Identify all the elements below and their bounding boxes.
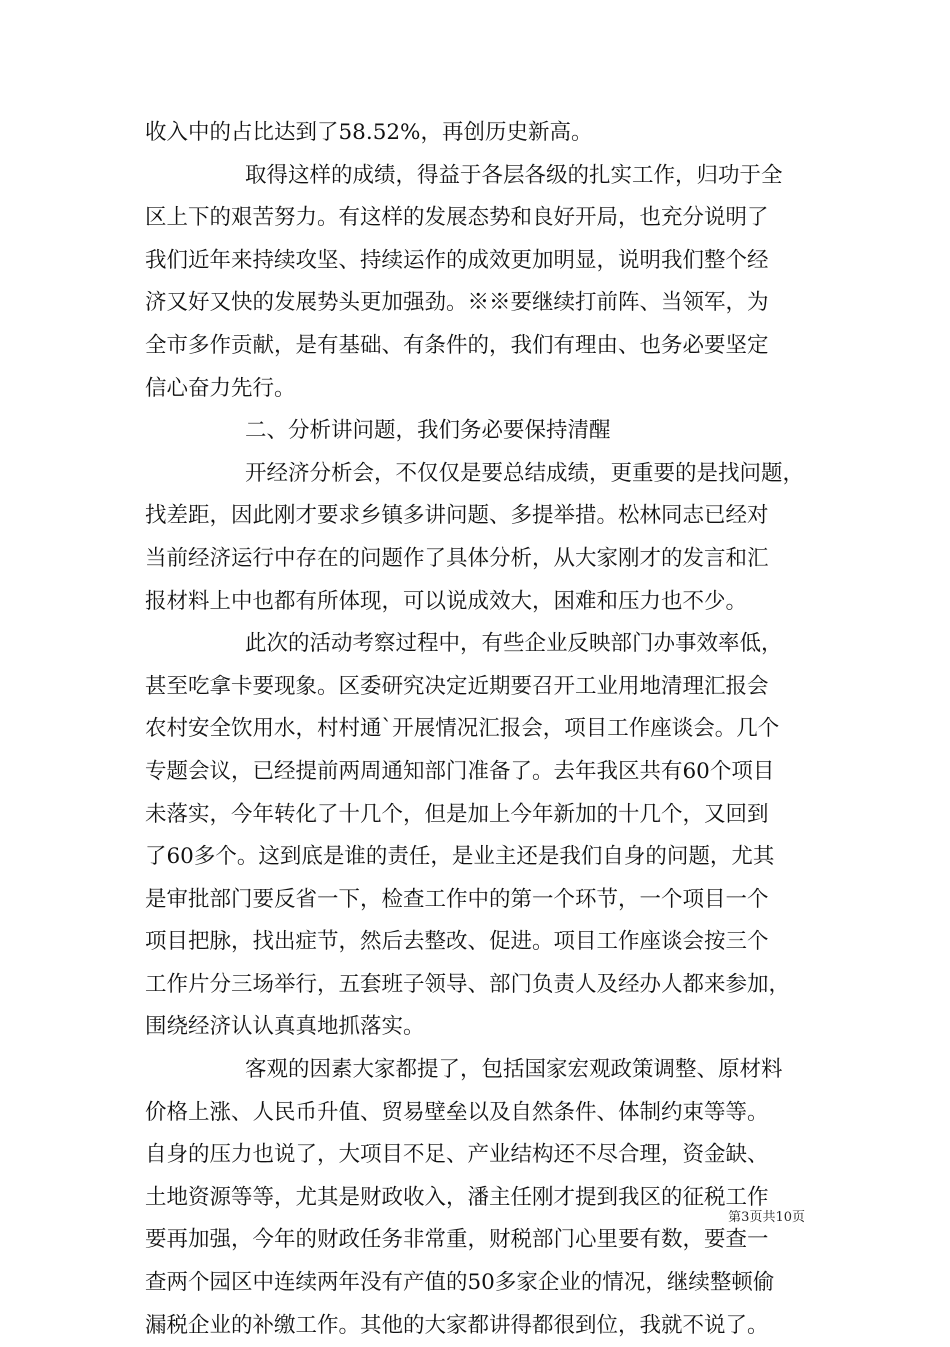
text-line: 当前经济运行中存在的问题作了具体分析，从大家刚才的发言和汇 [145, 545, 769, 571]
text-line: 围绕经济认认真真地抓落实。 [145, 1014, 425, 1040]
text-line: 是审批部门要反省一下，检查工作中的第一个环节，一个项目一个 [145, 886, 769, 912]
text-line: 专题会议，已经提前两周通知部门准备了。去年我区共有60个项目 [145, 758, 775, 784]
text-line: 自身的压力也说了，大项目不足、产业结构还不尽合理，资金缺、 [145, 1142, 769, 1168]
text-line: 开经济分析会，不仅仅是要总结成绩，更重要的是找问题， [245, 460, 805, 486]
text-line: 区上下的艰苦努力。有这样的发展态势和良好开局，也充分说明了 [145, 205, 769, 231]
text-line: 农村安全饮用水，村村通`开展情况汇报会，项目工作座谈会。几个 [145, 716, 780, 742]
text-line: 我们近年来持续攻坚、持续运作的成效更加明显，说明我们整个经 [145, 247, 769, 273]
text-line: 找差距，因此刚才要求乡镇多讲问题、多提举措。松林同志已经对 [145, 503, 769, 529]
text-line: 要再加强，今年的财政任务非常重，财税部门心里要有数，要查一 [145, 1227, 769, 1253]
page-number: 第3页共10页 [728, 1210, 805, 1225]
text-line: 土地资源等等，尤其是财政收入，潘主任刚才提到我区的征税工作 [145, 1184, 769, 1210]
text-line: 二、分析讲问题，我们务必要保持清醒 [245, 418, 611, 444]
text-line: 济又好又快的发展势头更加强劲。※※要继续打前阵、当领军，为 [145, 290, 769, 316]
text-line: 查两个园区中连续两年没有产值的50多家企业的情况，继续整顿偷 [145, 1270, 775, 1296]
text-line: 取得这样的成绩，得益于各层各级的扎实工作，归功于全 [245, 162, 783, 188]
text-line: 项目把脉，找出症节，然后去整改、促进。项目工作座谈会按三个 [145, 929, 769, 955]
text-line: 信心奋力先行。 [145, 375, 296, 401]
text-line: 了60多个。这到底是谁的责任，是业主还是我们自身的问题，尤其 [145, 844, 775, 870]
document-body [145, 112, 807, 1347]
text-line: 全市多作贡献，是有基础、有条件的，我们有理由、也务必要坚定 [145, 332, 769, 358]
text-line: 此次的活动考察过程中，有些企业反映部门办事效率低， [245, 631, 783, 657]
text-line: 报材料上中也都有所体现，可以说成效大，困难和压力也不少。 [145, 588, 748, 614]
text-line: 未落实，今年转化了十几个，但是加上今年新加的十几个，又回到 [145, 801, 769, 827]
text-line: 收入中的占比达到了58.52%，再创历史新高。 [145, 120, 593, 145]
text-line: 甚至吃拿卡要现象。区委研究决定近期要召开工业用地清理汇报会 [145, 673, 769, 699]
text-line: 工作片分三场举行，五套班子领导、部门负责人及经办人都来参加， [145, 971, 791, 997]
text-line: 漏税企业的补缴工作。其他的大家都讲得都很到位，我就不说了。 [145, 1312, 769, 1338]
text-line: 价格上涨、人民币升值、贸易壁垒以及自然条件、体制约束等等。 [145, 1099, 769, 1125]
text-line: 客观的因素大家都提了，包括国家宏观政策调整、原材料 [245, 1057, 783, 1083]
